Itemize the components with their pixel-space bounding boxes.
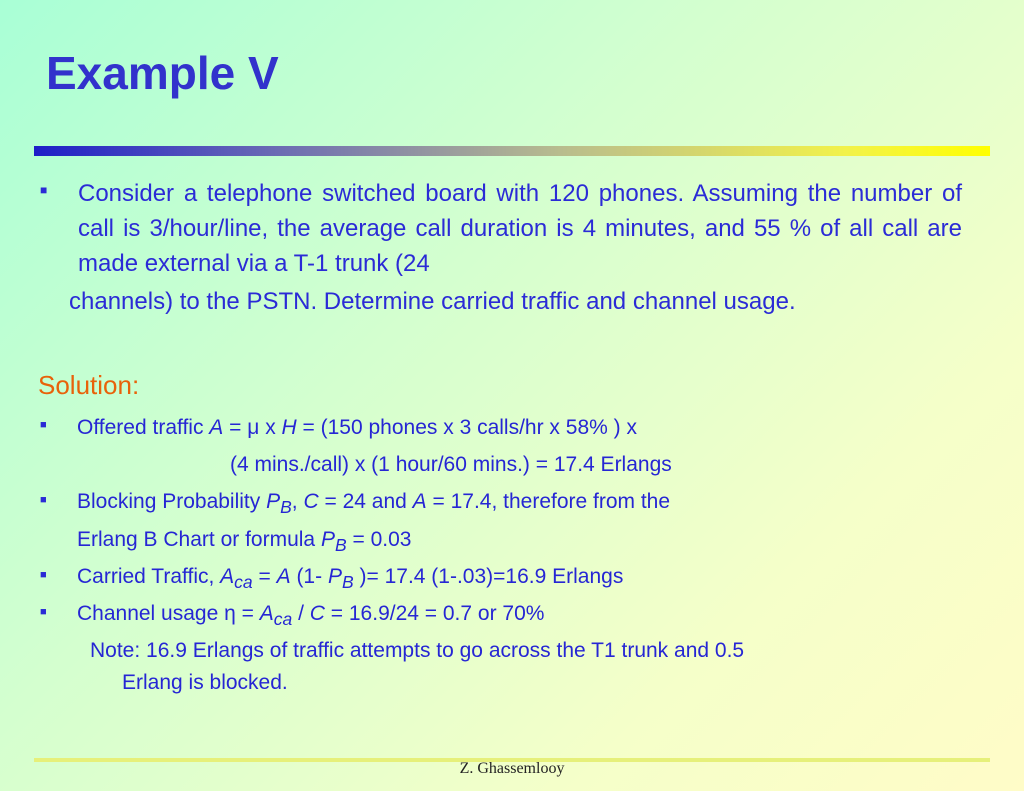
- var-p: P: [320, 528, 335, 551]
- offered-traffic-label: Offered traffic: [77, 416, 210, 439]
- carried-traffic-line: [77, 564, 623, 595]
- var-a: A: [259, 602, 274, 625]
- subscript-b: B: [280, 497, 292, 518]
- channel-usage-label: Channel usage: [77, 602, 225, 625]
- var-p: P: [327, 565, 342, 588]
- problem-statement: Consider a telephone switched board with 120 phones. Assuming the number of call is 3/hour/line, the average call duration is 4 minutes, and 55 % of all call are made external via a T-1 trunk (24: [78, 180, 962, 277]
- blocking-probability-label: Blocking Probability: [77, 490, 267, 513]
- carried-traffic-result: )= 17.4 (1-.03)=16.9 Erlangs: [353, 565, 624, 588]
- blocking-probability-line-2: [77, 527, 411, 558]
- var-a: A: [209, 416, 224, 439]
- bullet-icon: ■: [40, 183, 48, 197]
- bullet-icon: ■: [40, 419, 47, 431]
- equals-sign: =: [235, 602, 260, 625]
- blocking-probability-line: [77, 489, 670, 520]
- offered-traffic-expression: = (150 phones x 3 calls/hr x 58% ) x: [296, 416, 637, 439]
- eta-symbol: η: [224, 602, 236, 625]
- var-h: H: [281, 416, 297, 439]
- subscript-ca: ca: [273, 609, 293, 630]
- equals-sign: =: [252, 565, 277, 588]
- equals-sign: =: [223, 416, 248, 439]
- blocking-value: = 0.03: [346, 528, 412, 551]
- times-sign: x: [259, 416, 282, 439]
- bullet-icon: ■: [40, 494, 47, 506]
- problem-continuation: channels) to the PSTN. Determine carried traffic and channel usage.: [69, 288, 796, 315]
- title-underline-bar: [34, 146, 990, 156]
- carried-traffic-label: Carried Traffic,: [77, 565, 221, 588]
- mu-symbol: μ: [247, 416, 260, 439]
- note-line-2: Erlang is blocked.: [122, 671, 288, 694]
- bullet-icon: ■: [40, 569, 47, 581]
- erlang-b-text: Erlang B Chart or formula: [77, 528, 321, 551]
- channel-usage-result: = 16.9/24 = 0.7 or 70%: [324, 602, 545, 625]
- solution-heading: Solution:: [38, 370, 140, 400]
- carried-text: (1-: [290, 565, 328, 588]
- slash: /: [292, 602, 310, 625]
- offered-traffic-line-2: (4 mins./call) x (1 hour/60 mins.) = 17.4 Erlangs: [230, 453, 672, 476]
- blocking-text-rest: = 17.4, therefore from the: [426, 490, 671, 513]
- var-p: P: [266, 490, 281, 513]
- footer-author: Z. Ghassemlooy: [459, 760, 565, 777]
- subscript-ca: ca: [234, 572, 253, 593]
- var-a: A: [276, 565, 291, 588]
- separator: ,: [291, 490, 304, 513]
- var-c: C: [309, 602, 325, 625]
- offered-traffic-line: [77, 415, 637, 441]
- blocking-text: = 24 and: [318, 490, 413, 513]
- var-a: A: [220, 565, 235, 588]
- subscript-b: B: [341, 572, 354, 593]
- var-a: A: [412, 490, 427, 513]
- note-line-1: Note: 16.9 Erlangs of traffic attempts to go across the T1 trunk and 0.5: [90, 639, 745, 662]
- subscript-b: B: [334, 535, 347, 556]
- slide-title: Example V: [46, 47, 279, 99]
- channel-usage-line: [77, 601, 544, 632]
- bullet-icon: ■: [40, 606, 47, 618]
- var-c: C: [303, 490, 319, 513]
